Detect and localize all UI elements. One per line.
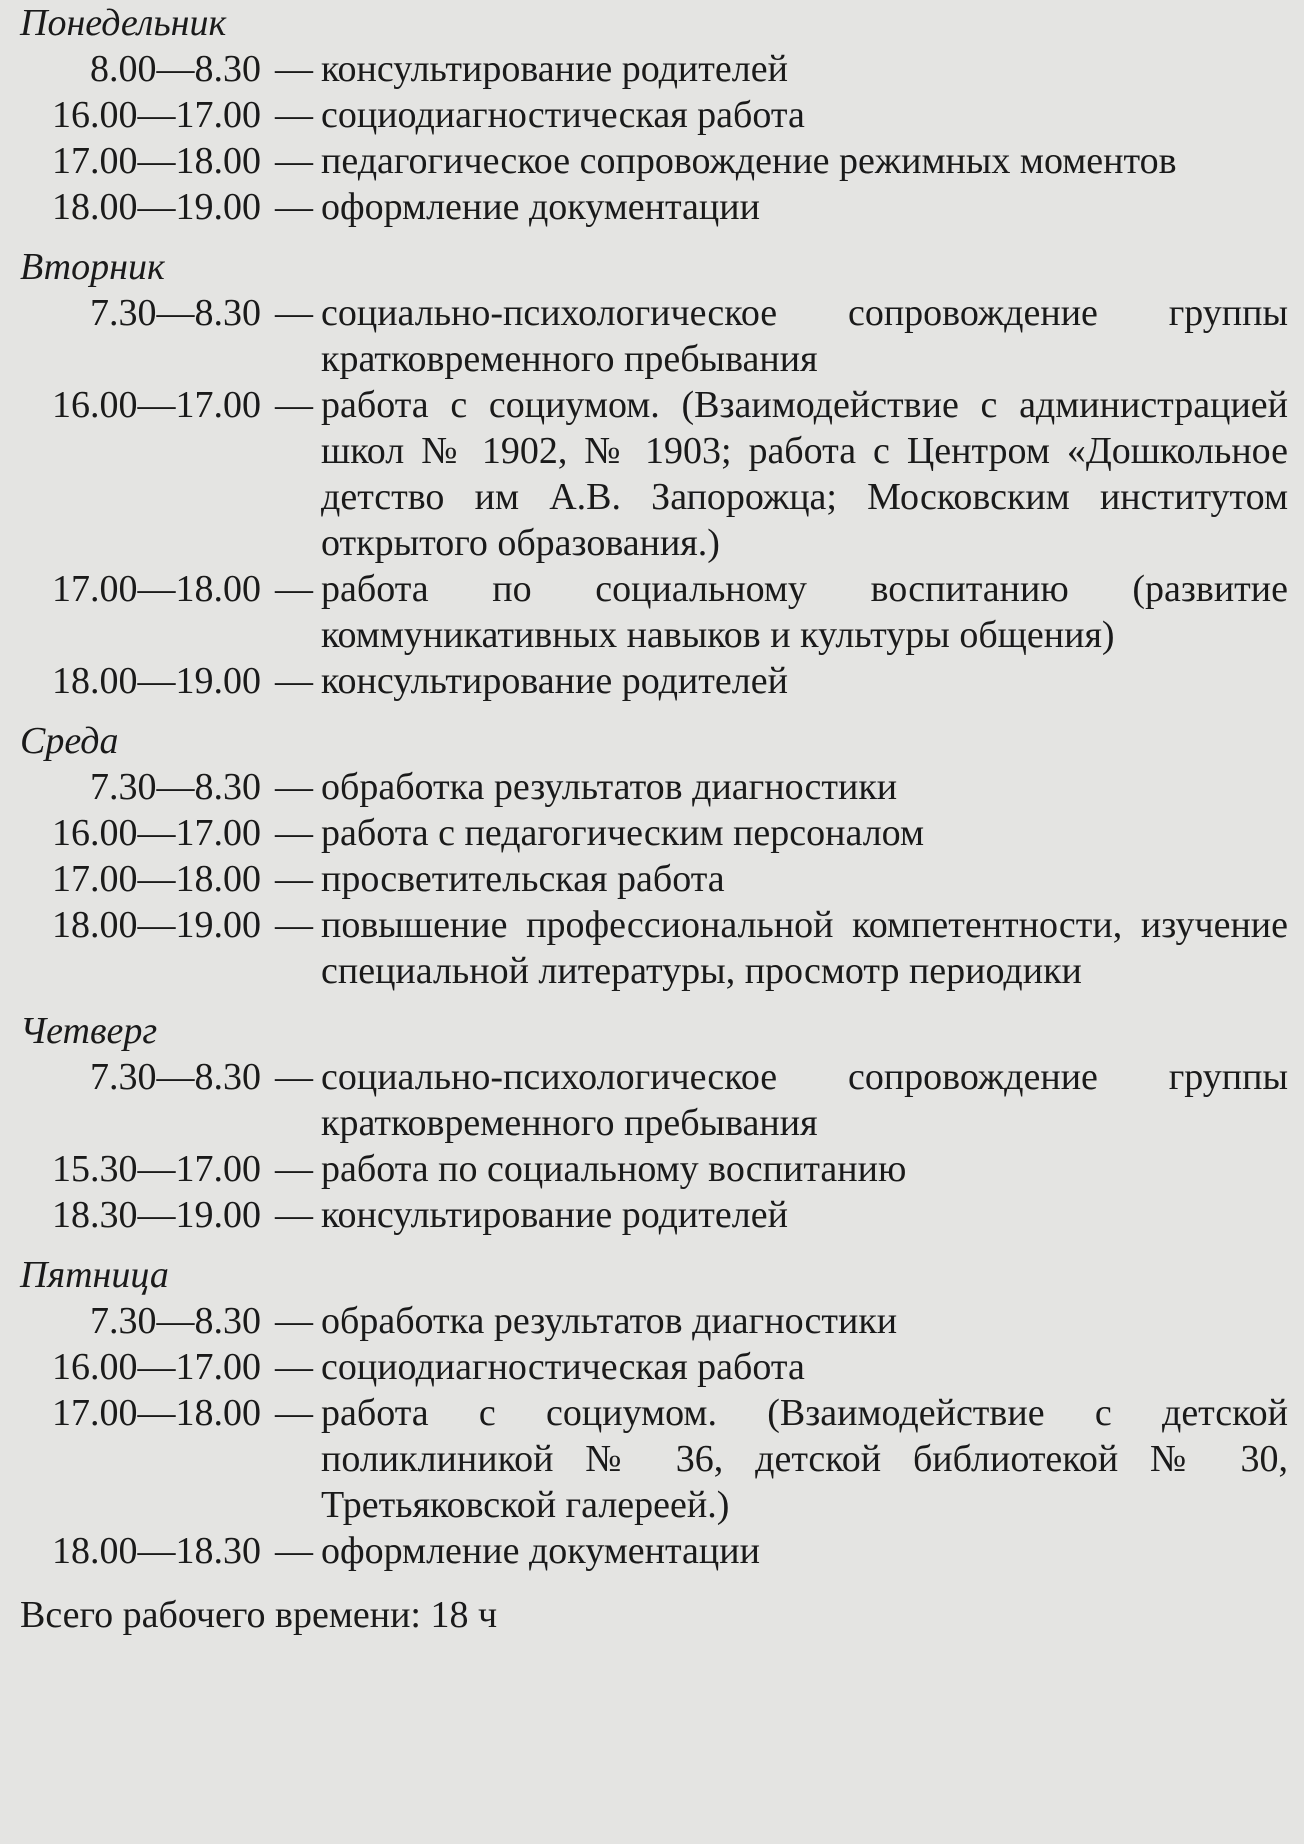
schedule-entry (20, 1192, 1288, 1238)
schedule-entry (20, 184, 1288, 230)
entry-dash: — (275, 858, 313, 900)
day-section (20, 244, 1288, 704)
entry-dash: — (275, 1194, 313, 1236)
entry-dash: — (275, 660, 313, 702)
schedule-entry (20, 658, 1288, 704)
entry-description: консультирование родителей (321, 1194, 788, 1236)
entry-time: 17.00—18.00 (52, 1392, 261, 1434)
entry-description: работа по социальному воспитанию (321, 1148, 907, 1190)
schedule-days (20, 0, 1288, 1574)
entry-description: работа с социумом. (Взаимодействие с администрацией школ № 1902, № 1903; работа с Центром «Дошкольное детство им А.В. Запорожца; Московским институтом открытого образования.) (321, 384, 1288, 564)
schedule-entry (20, 382, 1288, 566)
schedule-entry (20, 1528, 1288, 1574)
entry-dash: — (275, 292, 313, 334)
entry-description: просветительская работа (321, 858, 725, 900)
entry-dash: — (275, 568, 313, 610)
entry-dash: — (275, 384, 313, 426)
entry-time: 18.30—19.00 (52, 1194, 261, 1236)
schedule-entry (20, 290, 1288, 382)
entry-description: педагогическое сопровождение режимных моментов (321, 140, 1177, 182)
entry-dash: — (275, 1300, 313, 1342)
day-section (20, 0, 1288, 230)
day-section (20, 1252, 1288, 1574)
entry-description: работа по социальному воспитанию (развитие коммуникативных навыков и культуры общения) (321, 568, 1288, 656)
day-title: Вторник (20, 246, 165, 288)
entry-description: социодиагностическая работа (321, 94, 805, 136)
schedule-entry (20, 856, 1288, 902)
entry-time: 7.30—8.30 (90, 1056, 261, 1098)
entry-dash: — (275, 904, 313, 946)
entry-description: оформление документации (321, 186, 760, 228)
day-title: Понедельник (20, 2, 227, 44)
entry-time: 7.30—8.30 (90, 766, 261, 808)
entry-time: 8.00—8.30 (90, 48, 261, 90)
entry-description: оформление документации (321, 1530, 760, 1572)
day-title: Среда (20, 720, 119, 762)
schedule-entry (20, 902, 1288, 994)
schedule-entry (20, 1390, 1288, 1528)
entry-time: 16.00—17.00 (52, 384, 261, 426)
entry-description: социально-психологическое сопровождение группы кратковременного пребывания (321, 292, 1288, 380)
entry-dash: — (275, 766, 313, 808)
entry-time: 18.00—19.00 (52, 186, 261, 228)
schedule-entry (20, 1344, 1288, 1390)
entry-time: 15.30—17.00 (52, 1148, 261, 1190)
entry-time: 16.00—17.00 (52, 1346, 261, 1388)
entry-dash: — (275, 94, 313, 136)
day-section (20, 718, 1288, 994)
entry-description: обработка результатов диагностики (321, 766, 898, 808)
schedule-entry (20, 566, 1288, 658)
entry-dash: — (275, 186, 313, 228)
schedule-entry (20, 138, 1288, 184)
schedule-entry (20, 46, 1288, 92)
entry-time: 18.00—18.30 (52, 1530, 261, 1572)
entry-description: обработка результатов диагностики (321, 1300, 898, 1342)
schedule-entry (20, 764, 1288, 810)
day-title: Четверг (20, 1010, 158, 1052)
entry-dash: — (275, 1056, 313, 1098)
entry-time: 17.00—18.00 (52, 568, 261, 610)
day-section (20, 1008, 1288, 1238)
schedule-entry (20, 1298, 1288, 1344)
entry-dash: — (275, 812, 313, 854)
entry-time: 16.00—17.00 (52, 94, 261, 136)
entry-dash: — (275, 1346, 313, 1388)
entry-description: консультирование родителей (321, 48, 788, 90)
entry-dash: — (275, 48, 313, 90)
day-title: Пятница (20, 1254, 169, 1296)
entry-dash: — (275, 140, 313, 182)
total-working-time: Всего рабочего времени: 18 ч (20, 1594, 498, 1636)
entry-time: 17.00—18.00 (52, 140, 261, 182)
schedule-entry (20, 810, 1288, 856)
entry-description: социально-психологическое сопровождение группы кратковременного пребывания (321, 1056, 1288, 1144)
entry-time: 16.00—17.00 (52, 812, 261, 854)
entry-time: 18.00—19.00 (52, 660, 261, 702)
entry-description: социодиагностическая работа (321, 1346, 805, 1388)
entry-dash: — (275, 1148, 313, 1190)
entry-time: 7.30—8.30 (90, 292, 261, 334)
entry-description: работа с социумом. (Взаимодействие с детской поликлиникой № 36, детской библиотекой № 30, Третьяковской галереей.) (321, 1392, 1288, 1526)
entry-dash: — (275, 1392, 313, 1434)
entry-description: повышение профессиональной компетентности, изучение специальной литературы, просмотр периодики (321, 904, 1288, 992)
entry-time: 17.00—18.00 (52, 858, 261, 900)
schedule-entry (20, 92, 1288, 138)
schedule-entry (20, 1054, 1288, 1146)
schedule-entry (20, 1146, 1288, 1192)
entry-time: 18.00—19.00 (52, 904, 261, 946)
entry-description: работа с педагогическим персоналом (321, 812, 924, 854)
entry-time: 7.30—8.30 (90, 1300, 261, 1342)
entry-description: консультирование родителей (321, 660, 788, 702)
entry-dash: — (275, 1530, 313, 1572)
